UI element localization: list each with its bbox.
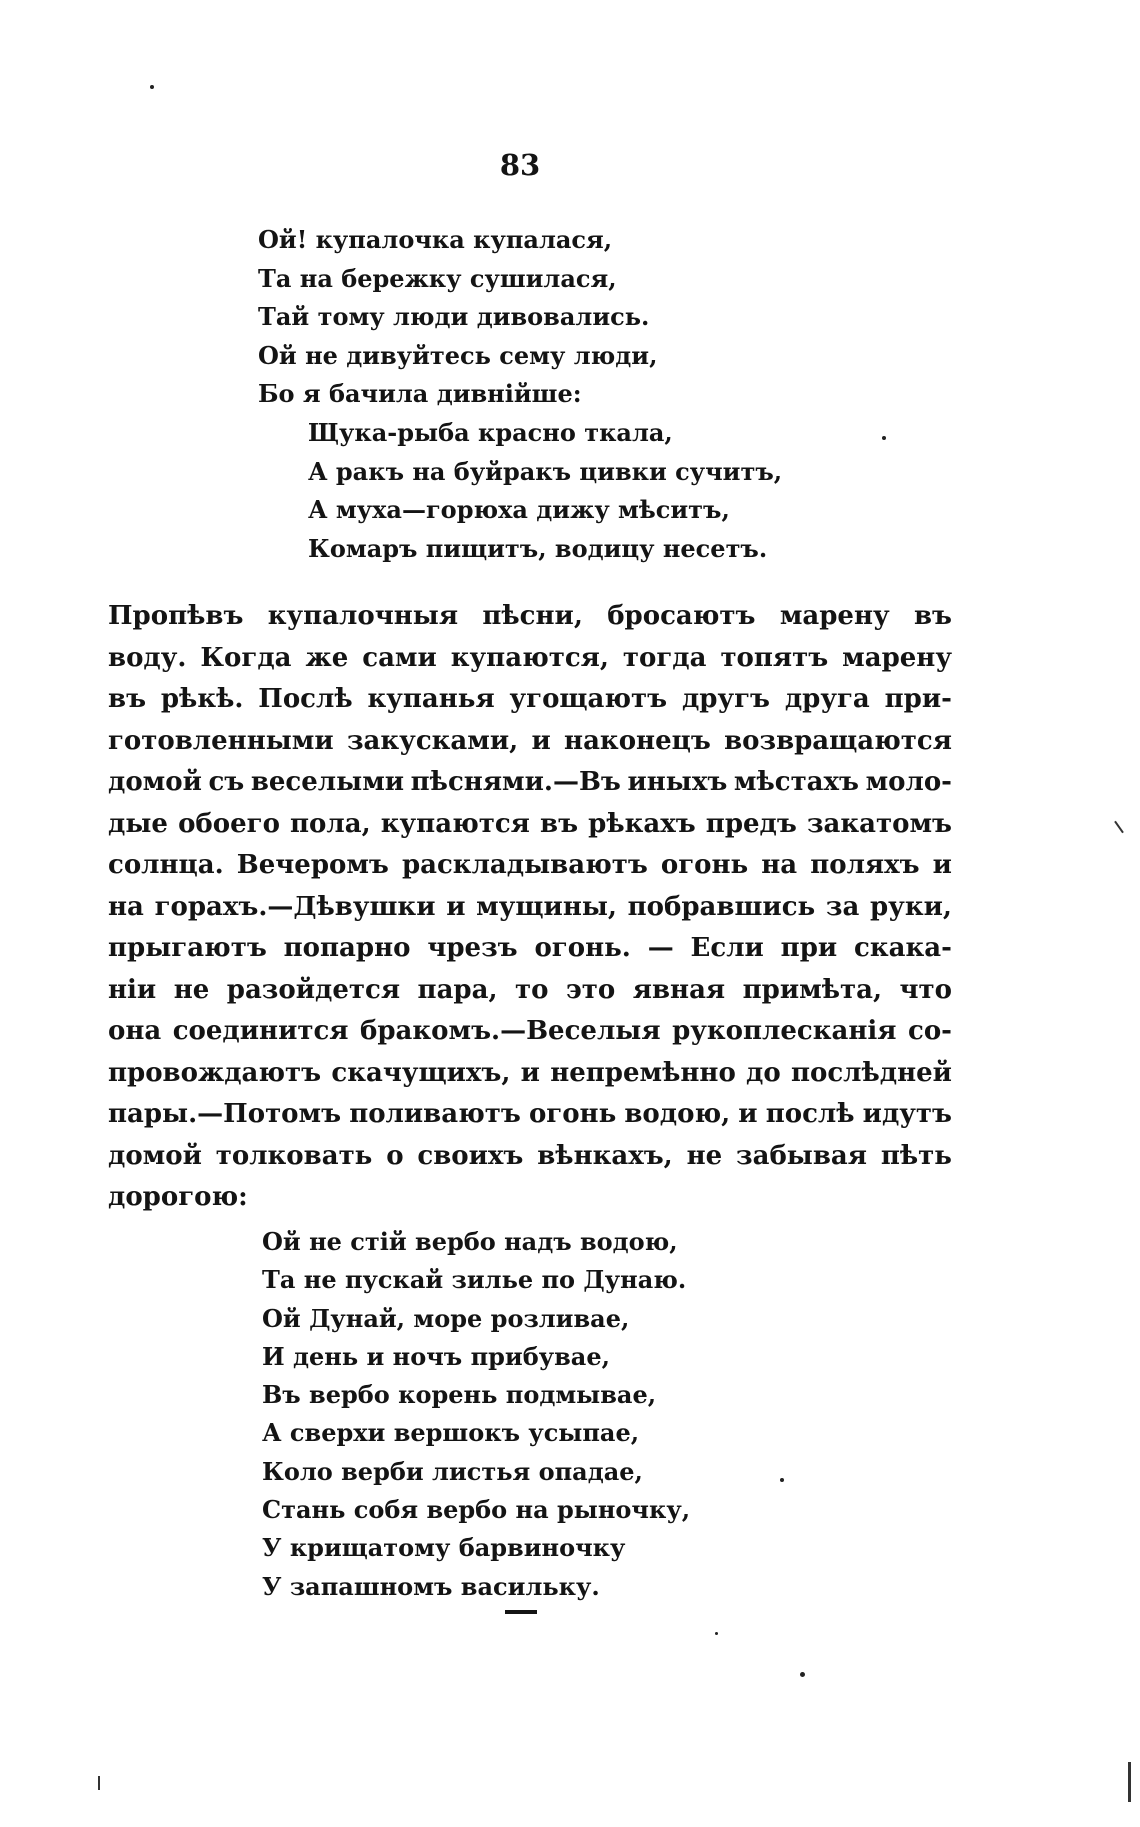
- prose-line: готовленными закусками, и наконецъ возвращаются: [108, 725, 952, 756]
- prose-line: домой толковать о своихъ вѣнкахъ, не забывая пѣть: [108, 1140, 952, 1171]
- song-verse-1: [258, 221, 782, 568]
- scan-edge-mark: [98, 1776, 100, 1790]
- prose-line: въ рѣкѣ. Послѣ купанья угощаютъ другъ друга при-: [108, 684, 952, 714]
- prose-line: дые обоего пола, купаются въ рѣкахъ предъ закатомъ: [108, 808, 952, 839]
- scan-speck: [882, 436, 886, 440]
- scan-speck: [800, 1672, 805, 1677]
- prose-line: домой съ веселыми пѣснями.—Въ иныхъ мѣстахъ моло-: [108, 767, 952, 797]
- verse-line: А ракъ на буйракъ цивки сучитъ,: [308, 456, 783, 486]
- scan-speck: [715, 1632, 718, 1635]
- scan-edge-mark: [1114, 821, 1124, 834]
- verse-line: Та на бережку сушилася,: [258, 263, 617, 293]
- scan-speck: [780, 1478, 784, 1482]
- verse-line: А сверхи вершокъ усыпае,: [262, 1418, 640, 1448]
- prose-line: солнца. Вечеромъ раскладываютъ огонь на поляхъ и: [108, 850, 952, 880]
- verse-line: Ой Дунай, море розливае,: [262, 1303, 630, 1333]
- prose-line: пары.—Потомъ поливаютъ огонь водою, и послѣ идутъ: [108, 1099, 952, 1129]
- closing-dash: [505, 1610, 537, 1614]
- verse-line: Ой не стій вербо надъ водою,: [262, 1227, 678, 1256]
- verse-line: И день и ночъ прибувае,: [262, 1341, 610, 1371]
- page-number: 83: [499, 148, 541, 182]
- verse-line: Коло верби листья опадае,: [262, 1456, 643, 1486]
- verse-line: Та не пускай зилье по Дунаю.: [262, 1265, 687, 1295]
- prose-line: Пропѣвъ купалочныя пѣсни, бросаютъ марену въ: [108, 601, 952, 631]
- prose-line: на горахъ.—Дѣвушки и мущины, побравшись за руки,: [108, 891, 952, 922]
- prose-paragraph: [108, 596, 952, 1219]
- verse-line: Въ вербо корень подмывае,: [262, 1380, 657, 1410]
- prose-line: она соединится бракомъ.—Веселыя рукоплесканія со-: [108, 1016, 952, 1046]
- scan-speck: [150, 85, 154, 89]
- scan-edge-mark: [1128, 1762, 1131, 1802]
- verse-line: А муха—горюха дижу мѣситъ,: [308, 495, 730, 525]
- prose-line: провождаютъ скачущихъ, и непремѣнно до послѣдней: [108, 1057, 952, 1088]
- verse-line: Ой! купалочка купалася,: [258, 225, 613, 254]
- verse-line: Комаръ пищитъ, водицу несетъ.: [308, 533, 768, 563]
- verse-line: Тай тому люди дивовались.: [258, 302, 650, 332]
- prose-line: ніи не разойдется пара, то это явная примѣта, что: [108, 974, 952, 1005]
- prose-line: воду. Когда же сами купаются, тогда топятъ марену: [108, 642, 952, 673]
- verse-line: У запашномъ васильку.: [262, 1571, 600, 1601]
- prose-line: дорогою:: [108, 1182, 248, 1212]
- verse-line: У крищатому барвиночку: [262, 1533, 626, 1563]
- verse-line: Стань собя вербо на рыночку,: [262, 1495, 691, 1525]
- verse-line: Бо я бачила дивнійше:: [258, 379, 582, 409]
- prose-line: прыгаютъ попарно чрезъ огонь. — Если при скака-: [108, 933, 952, 963]
- song-verse-2: [262, 1223, 690, 1606]
- verse-line: Ой не дивуйтесь сему люди,: [258, 340, 658, 370]
- verse-line: Щука-рыба красно ткала,: [308, 417, 673, 447]
